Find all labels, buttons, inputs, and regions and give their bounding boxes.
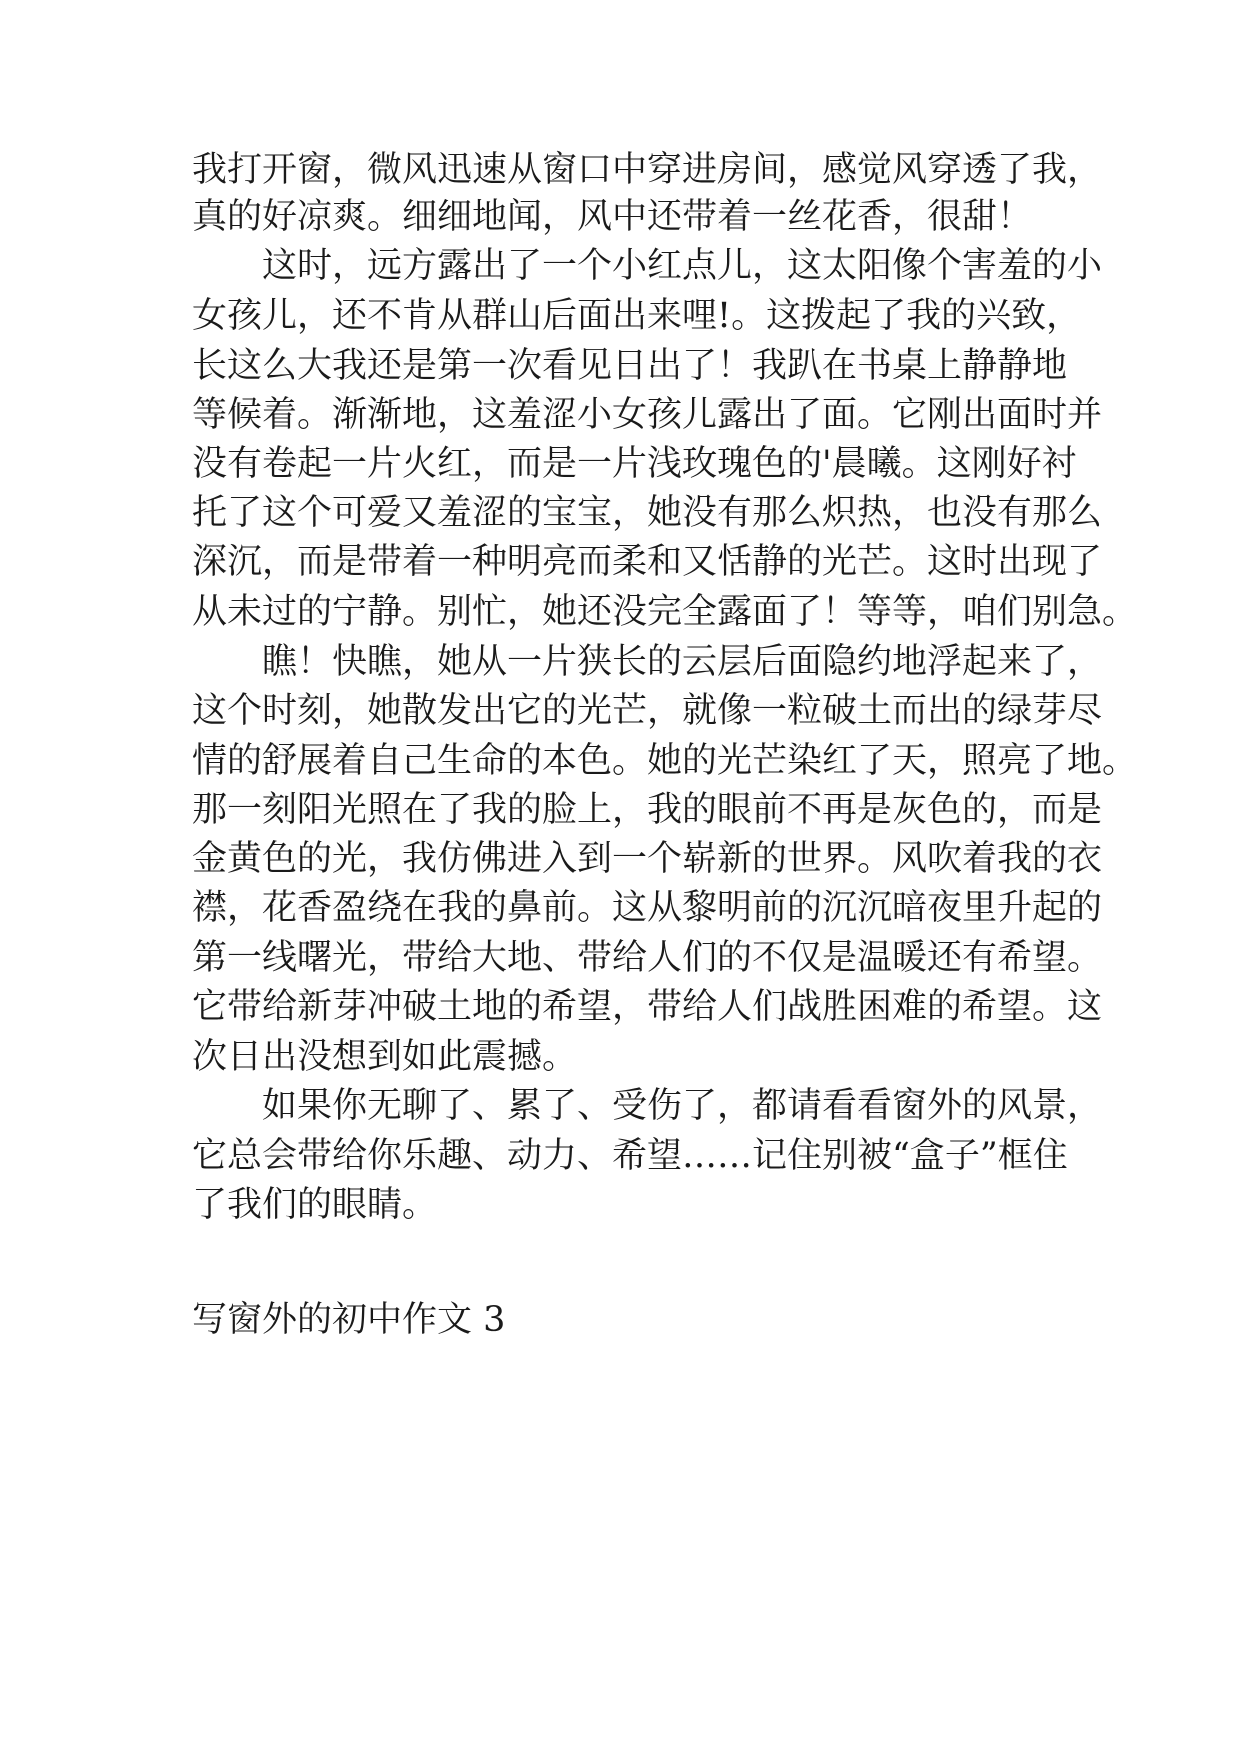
paragraph-2-line-4: 等候着。渐渐地，这羞涩小女孩儿露出了面。它刚出面时并 [192, 395, 1103, 435]
paragraph-3-line-6: 襟，花香盈绕在我的鼻前。这从黎明前的沉沉暗夜里升起的 [192, 888, 1103, 928]
paragraph-2-line-5: 没有卷起一片火红，而是一片浅玫瑰色的'晨曦。这刚好衬 [192, 444, 1077, 484]
section-heading: 写窗外的初中作文 3 [192, 1300, 506, 1340]
paragraph-3-line-7: 第一线曙光，带给大地、带给人们的不仅是温暖还有希望。 [192, 938, 1103, 978]
paragraph-3-line-9: 次日出没想到如此震撼。 [192, 1037, 578, 1077]
paragraph-2-line-1: 这时，远方露出了一个小红点儿，这太阳像个害羞的小 [262, 246, 1103, 286]
paragraph-3-line-4: 那一刻阳光照在了我的脸上，我的眼前不再是灰色的，而是 [192, 790, 1103, 830]
paragraph-4-line-1: 如果你无聊了、累了、受伤了，都请看看窗外的风景， [262, 1086, 1103, 1126]
paragraph-4-line-2: 它总会带给你乐趣、动力、希望……记住别被“盒子”框住 [192, 1136, 1068, 1176]
paragraph-2-line-6: 托了这个可爱又羞涩的宝宝，她没有那么炽热，也没有那么 [192, 493, 1103, 533]
paragraph-3-line-8: 它带给新芽冲破土地的希望，带给人们战胜困难的希望。这 [192, 987, 1103, 1027]
paragraph-1-line-1: 我打开窗，微风迅速从窗口中穿进房间，感觉风穿透了我， [192, 150, 1103, 190]
paragraph-3-line-3: 情的舒展着自己生命的本色。她的光芒染红了天，照亮了地。 [192, 741, 1138, 781]
paragraph-2-line-3: 长这么大我还是第一次看见日出了！我趴在书桌上静静地 [192, 346, 1068, 386]
paragraph-2-line-7: 深沉，而是带着一种明亮而柔和又恬静的光芒。这时出现了 [192, 542, 1103, 582]
paragraph-2-line-8: 从未过的宁静。别忙，她还没完全露面了！等等，咱们别急。 [192, 592, 1138, 632]
paragraph-3-line-1: 瞧！快瞧，她从一片狭长的云层后面隐约地浮起来了， [262, 642, 1103, 682]
paragraph-3-line-2: 这个时刻，她散发出它的光芒，就像一粒破土而出的绿芽尽 [192, 691, 1103, 731]
paragraph-4-line-3: 了我们的眼睛。 [192, 1185, 438, 1225]
paragraph-1-line-2: 真的好凉爽。细细地闻，风中还带着一丝花香，很甜！ [192, 197, 1033, 237]
paragraph-2-line-2: 女孩儿，还不肯从群山后面出来哩!。这拨起了我的兴致， [192, 296, 1082, 336]
paragraph-3-line-5: 金黄色的光，我仿佛进入到一个崭新的世界。风吹着我的衣 [192, 839, 1103, 879]
